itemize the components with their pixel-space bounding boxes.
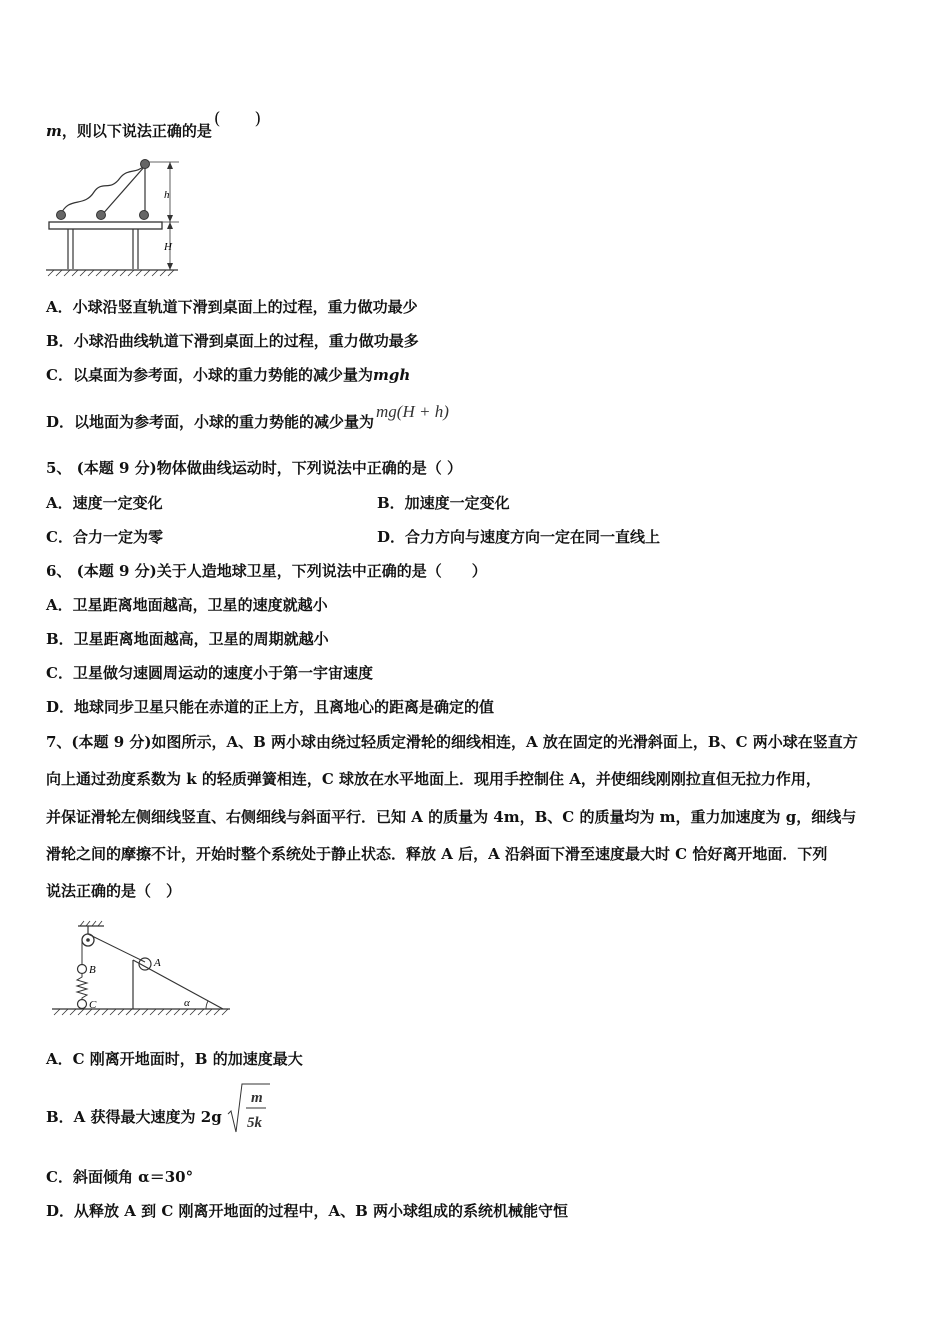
- q4-answer-paren: ( ): [213, 109, 262, 129]
- q7-label-B: B: [89, 964, 96, 976]
- q4-option-c-letter: C．: [46, 366, 73, 384]
- q7-option-b-text: B．A 获得最大速度为 2g: [46, 1108, 222, 1126]
- q4-option-d-text: 以地面为参考面，小球的重力势能的减少量为: [74, 413, 375, 431]
- q7-stem-line-5: 说法正确的是（ ）: [46, 882, 182, 900]
- q6-option-b[interactable]: B．卫星距离地面越高，卫星的周期就越小: [46, 630, 329, 648]
- q7-stem-line-4: 滑轮之间的摩擦不计，开始时整个系统处于静止状态．释放 A 后，A 沿斜面下滑至速度最大时 C 恰好离开地面．下列: [46, 845, 828, 863]
- q4-option-b[interactable]: [46, 330, 419, 351]
- q7-option-b-numerator: m: [251, 1090, 263, 1106]
- q4-option-b-text: 小球沿曲线轨道下滑到桌面上的过程，重力做功最多: [73, 332, 419, 350]
- q7-stem-line-1: 7、(本题 9 分)如图所示，A、B 两小球由绕过轻质定滑轮的细线相连，A 放在固定的光滑斜面上，B、C 两小球在竖直方: [46, 733, 858, 751]
- q6-option-a[interactable]: A．卫星距离地面越高，卫星的速度就越小: [46, 596, 328, 614]
- q7-figure-pulley-incline: [48, 920, 238, 1022]
- q4-label-h: h: [164, 189, 170, 201]
- q4-option-c-math: mgh: [372, 366, 411, 384]
- q7-label-C: C: [89, 999, 97, 1011]
- q7-option-b-denominator: 5k: [247, 1115, 262, 1131]
- q4-option-d-math: mg(H + h): [376, 402, 449, 421]
- q7-stem-line-2: 向上通过劲度系数为 k 的轻质弹簧相连，C 球放在水平地面上．现用手控制住 A，并使细线刚刚拉直但无拉力作用，: [46, 770, 821, 788]
- q4-stem-var: m: [46, 122, 62, 140]
- q7-option-b-sqrt-fraction: [226, 1080, 274, 1138]
- q4-option-c[interactable]: [46, 364, 410, 385]
- q5-option-c[interactable]: C．合力一定为零: [46, 528, 163, 546]
- q7-stem-line-3: 并保证滑轮左侧细线竖直、右侧细线与斜面平行．已知 A 的质量为 4m，B、C 的质量均为 m，重力加速度为 g，细线与: [46, 808, 857, 826]
- q7-option-c[interactable]: C．斜面倾角 α＝30°: [46, 1168, 194, 1186]
- q4-label-H: H: [164, 241, 172, 253]
- q4-option-d[interactable]: [46, 402, 449, 432]
- q6-option-d[interactable]: D．地球同步卫星只能在赤道的正上方，且离地心的距离是确定的值: [46, 698, 495, 716]
- q5-option-a[interactable]: A．速度一定变化: [46, 494, 163, 512]
- q4-option-c-text: 以桌面为参考面，小球的重力势能的减少量为: [72, 366, 373, 384]
- q4-option-d-letter: D．: [46, 413, 75, 431]
- q7-option-a[interactable]: A．C 刚离开地面时，B 的加速度最大: [46, 1050, 303, 1068]
- q7-label-alpha: α: [184, 997, 190, 1009]
- q4-figure-track-table: [44, 156, 184, 278]
- q6-option-c[interactable]: C．卫星做匀速圆周运动的速度小于第一宇宙速度: [46, 664, 373, 682]
- q5-stem: 5、 (本题 9 分)物体做曲线运动时，下列说法中正确的是（ ）: [46, 459, 462, 477]
- q4-option-b-letter: B．: [46, 332, 74, 350]
- q6-stem: 6、 (本题 9 分)关于人造地球卫星，下列说法中正确的是（ ）: [46, 562, 487, 580]
- q4-stem-tail: [46, 109, 262, 141]
- q7-option-d[interactable]: D．从释放 A 到 C 刚离开地面的过程中，A、B 两小球组成的系统机械能守恒: [46, 1202, 569, 1220]
- q7-label-A: A: [154, 957, 161, 969]
- q7-option-b[interactable]: [46, 1090, 263, 1131]
- q4-option-a-text: 小球沿竖直轨道下滑到桌面上的过程，重力做功最少: [72, 298, 418, 316]
- q5-option-b[interactable]: B．加速度一定变化: [377, 494, 510, 512]
- q4-option-a-letter: A．: [46, 298, 73, 316]
- q5-option-d[interactable]: D．合力方向与速度方向一定在同一直线上: [377, 528, 661, 546]
- q4-stem-text: ，则以下说法正确的是: [61, 122, 212, 140]
- q4-option-a[interactable]: [46, 296, 418, 317]
